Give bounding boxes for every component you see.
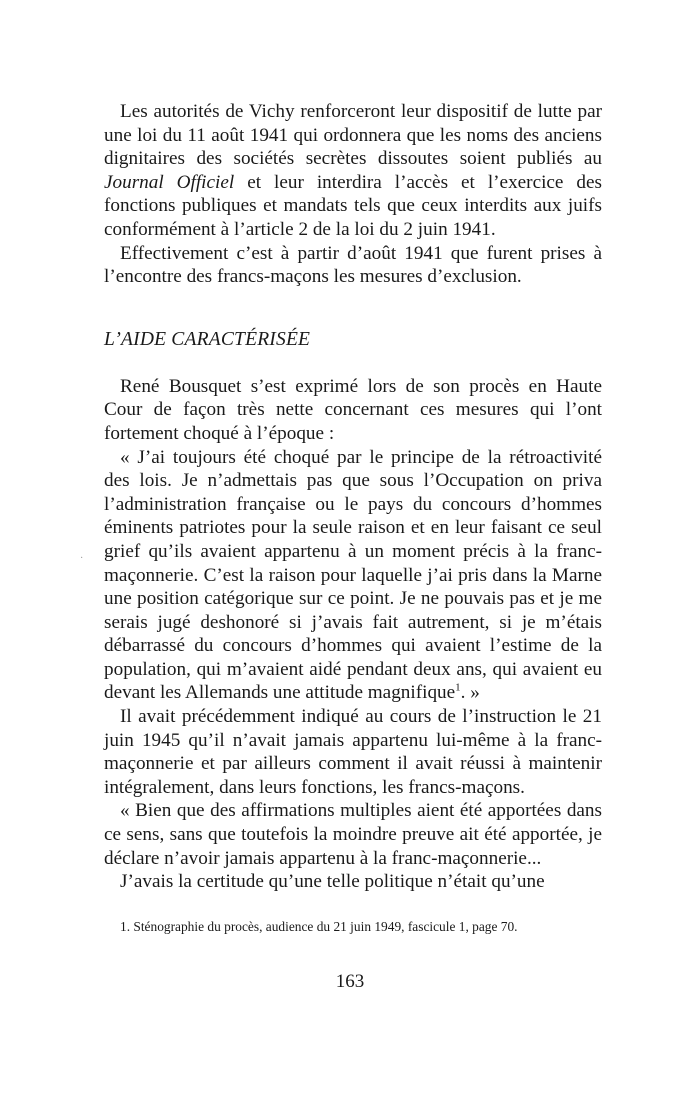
footnote-reference[interactable]: 1 xyxy=(455,682,461,695)
paragraph-august-1941: Effectivement c’est à partir d’août 1941 que furent prises à l’encontre des francs-maçons les mesures d’exclusion. xyxy=(104,242,602,288)
margin-mark: · xyxy=(80,553,84,564)
page-number: 163 xyxy=(335,971,365,992)
paragraph-vichy-law xyxy=(104,100,602,242)
footnote: 1. Sténographie du procès, audience du 21 juin 1949, fascicule 1, page 70. xyxy=(120,919,518,934)
page-body xyxy=(104,100,602,894)
paragraph-quote-denial: « Bien que des affirmations multiples aient été apportées dans ce sens, sans que toutefois la moindre preuve ait été apportée, je déclare n’avoir jamais appartenu à la franc-maçonnerie... xyxy=(104,800,602,869)
journal-officiel-title: Journal Officiel xyxy=(104,171,235,193)
paragraph-certitude: J’avais la certitude qu’une telle politique n’était qu’une xyxy=(120,871,545,893)
paragraph-instruction: Il avait précédemment indiqué au cours de l’instruction le 21 juin 1945 qu’il n’avait jamais appartenu lui-même à la franc-maçonnerie et par ailleurs comment il avait réussi à maintenir intégralement, dans leurs fonctions, les francs-maçons. xyxy=(104,706,602,798)
section-title: L’AIDE CARACTÉRISÉE xyxy=(104,328,311,350)
text-run: et leur interdira l’accès et l’exercice des fonctions publiques et mandats tels que ceux interdits aux juifs conformément à l’article 2 de la loi du 2 juin 1941. xyxy=(104,171,603,240)
quote-end: . » xyxy=(460,682,480,704)
paragraph-bousquet-intro: René Bousquet s’est exprimé lors de son procès en Haute Cour de façon très nette concernant ces mesures qui l’ont fortement choqué à l’époque : xyxy=(104,375,602,444)
quote-text: « J’ai toujours été choqué par le principe de la rétroactivité des lois. Je n’admettais pas que sous l’Occupation on priva l’administration française ou le pays du concours d’hommes éminents patriotes pour la seule raison et en leur faisant ce seul grief qu’ils avaient appartenu à un moment précis à la franc-maçonnerie. C’est la raison pour laquelle j’ai pris dans la Marne une position catégorique sur ce point. Je ne pouvais pas et je me serais jugé deshonoré si j’avais fait autrement, si je m’étais débarrassé du concours d’hommes qui avaient l’estime de la population, qui m’avaient aidé pendant deux ans, qui avaient eu devant les Allemands une attitude magnifique xyxy=(104,446,602,704)
paragraph-quote-retroactivity xyxy=(104,446,602,706)
text-run: Les autorités de Vichy renforceront leur dispositif de lutte par une loi du 11 août 1941 qui ordonnera que les noms des anciens dignitaires des sociétés secrètes dissoutes soient publiés au xyxy=(104,101,602,170)
